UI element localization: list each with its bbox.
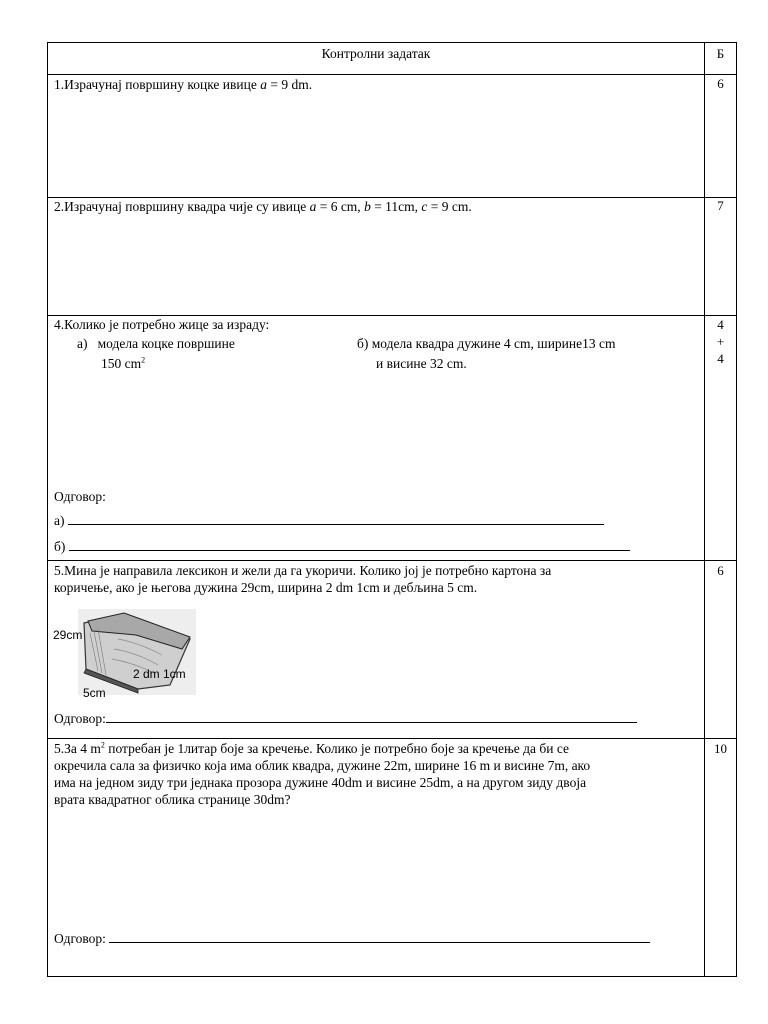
book-length-label: 29cm bbox=[53, 628, 83, 642]
task-5b-points: 10 bbox=[714, 741, 727, 756]
task-5a-line-2: коричење, ако је његова дужина 29cm, ширина 2 dm 1cm и дебљина 5 cm. bbox=[54, 580, 478, 595]
page-title: Контролни задатак bbox=[321, 46, 431, 61]
task-5b-line-1: 5.За 4 $m^2$ потребан је 1литар боје за кречење. Колико је потребно боје за кречење да би се bbox=[54, 740, 569, 756]
answer-line[interactable] bbox=[109, 930, 650, 943]
task-5a-line-1: 5.Мина је направила лексикон и жели да га укоричи. Колико јој је потребно картона за bbox=[54, 563, 552, 578]
task-4-points-a: 4 bbox=[717, 317, 724, 332]
task-5b-line-2: окречила сала за физичко која има облик квадра, дужине 22m, ширине 16 m и висине 7m, ако bbox=[54, 758, 591, 773]
task-4-points-b: 4 bbox=[717, 351, 724, 366]
task-4-option-b-cont: и висине 32 cm. bbox=[376, 356, 467, 371]
row-divider bbox=[48, 74, 736, 75]
task-5b-answer: Одговор: bbox=[54, 930, 650, 947]
task-4-answer-b: б) bbox=[54, 538, 630, 555]
task-4-text: 4.Колико је потребно жице за израду: bbox=[54, 317, 270, 332]
task-5a-answer: Одговор: bbox=[54, 710, 637, 727]
task-4-answer-a: а) bbox=[54, 512, 604, 529]
book-illustration bbox=[78, 609, 196, 695]
test-table bbox=[47, 42, 737, 977]
task-5a-points: 6 bbox=[717, 563, 724, 578]
task-4-answer-label: Одговор: bbox=[54, 489, 106, 504]
task-2-points: 7 bbox=[717, 198, 724, 213]
task-5b-line-4: врата квадратног облика странице 30dm? bbox=[54, 792, 291, 807]
answer-line[interactable] bbox=[68, 512, 604, 525]
book-width-label: 2 dm 1cm bbox=[133, 667, 186, 681]
task-2-text: 2.Израчунај површину квадра чије су ивице a = 6 cm, b = 11cm, c = 9 cm. bbox=[54, 199, 472, 214]
points-column-divider bbox=[704, 43, 705, 976]
answer-line[interactable] bbox=[106, 710, 637, 723]
book-thickness-label: 5cm bbox=[83, 686, 106, 700]
task-1-text: 1.Израчунај површину коцке ивице a = 9 dm. bbox=[54, 77, 313, 92]
answer-line[interactable] bbox=[69, 538, 630, 551]
task-4-option-a-cont: 150 $cm^2$ bbox=[101, 355, 146, 371]
task-4-option-a: а) модела коцке површине bbox=[77, 336, 235, 351]
row-divider bbox=[48, 738, 736, 739]
task-5b-line-3: има на једном зиду три једнака прозора дужине 40dm и висине 25dm, а на другом зиду двоја bbox=[54, 775, 587, 790]
task-4-option-b: б) модела квадра дужине 4 cm, ширине13 cm bbox=[357, 336, 616, 351]
task-4-points-plus: + bbox=[716, 334, 725, 349]
task-1-points: 6 bbox=[717, 76, 724, 91]
points-column-header: Б bbox=[716, 46, 725, 61]
row-divider bbox=[48, 560, 736, 561]
